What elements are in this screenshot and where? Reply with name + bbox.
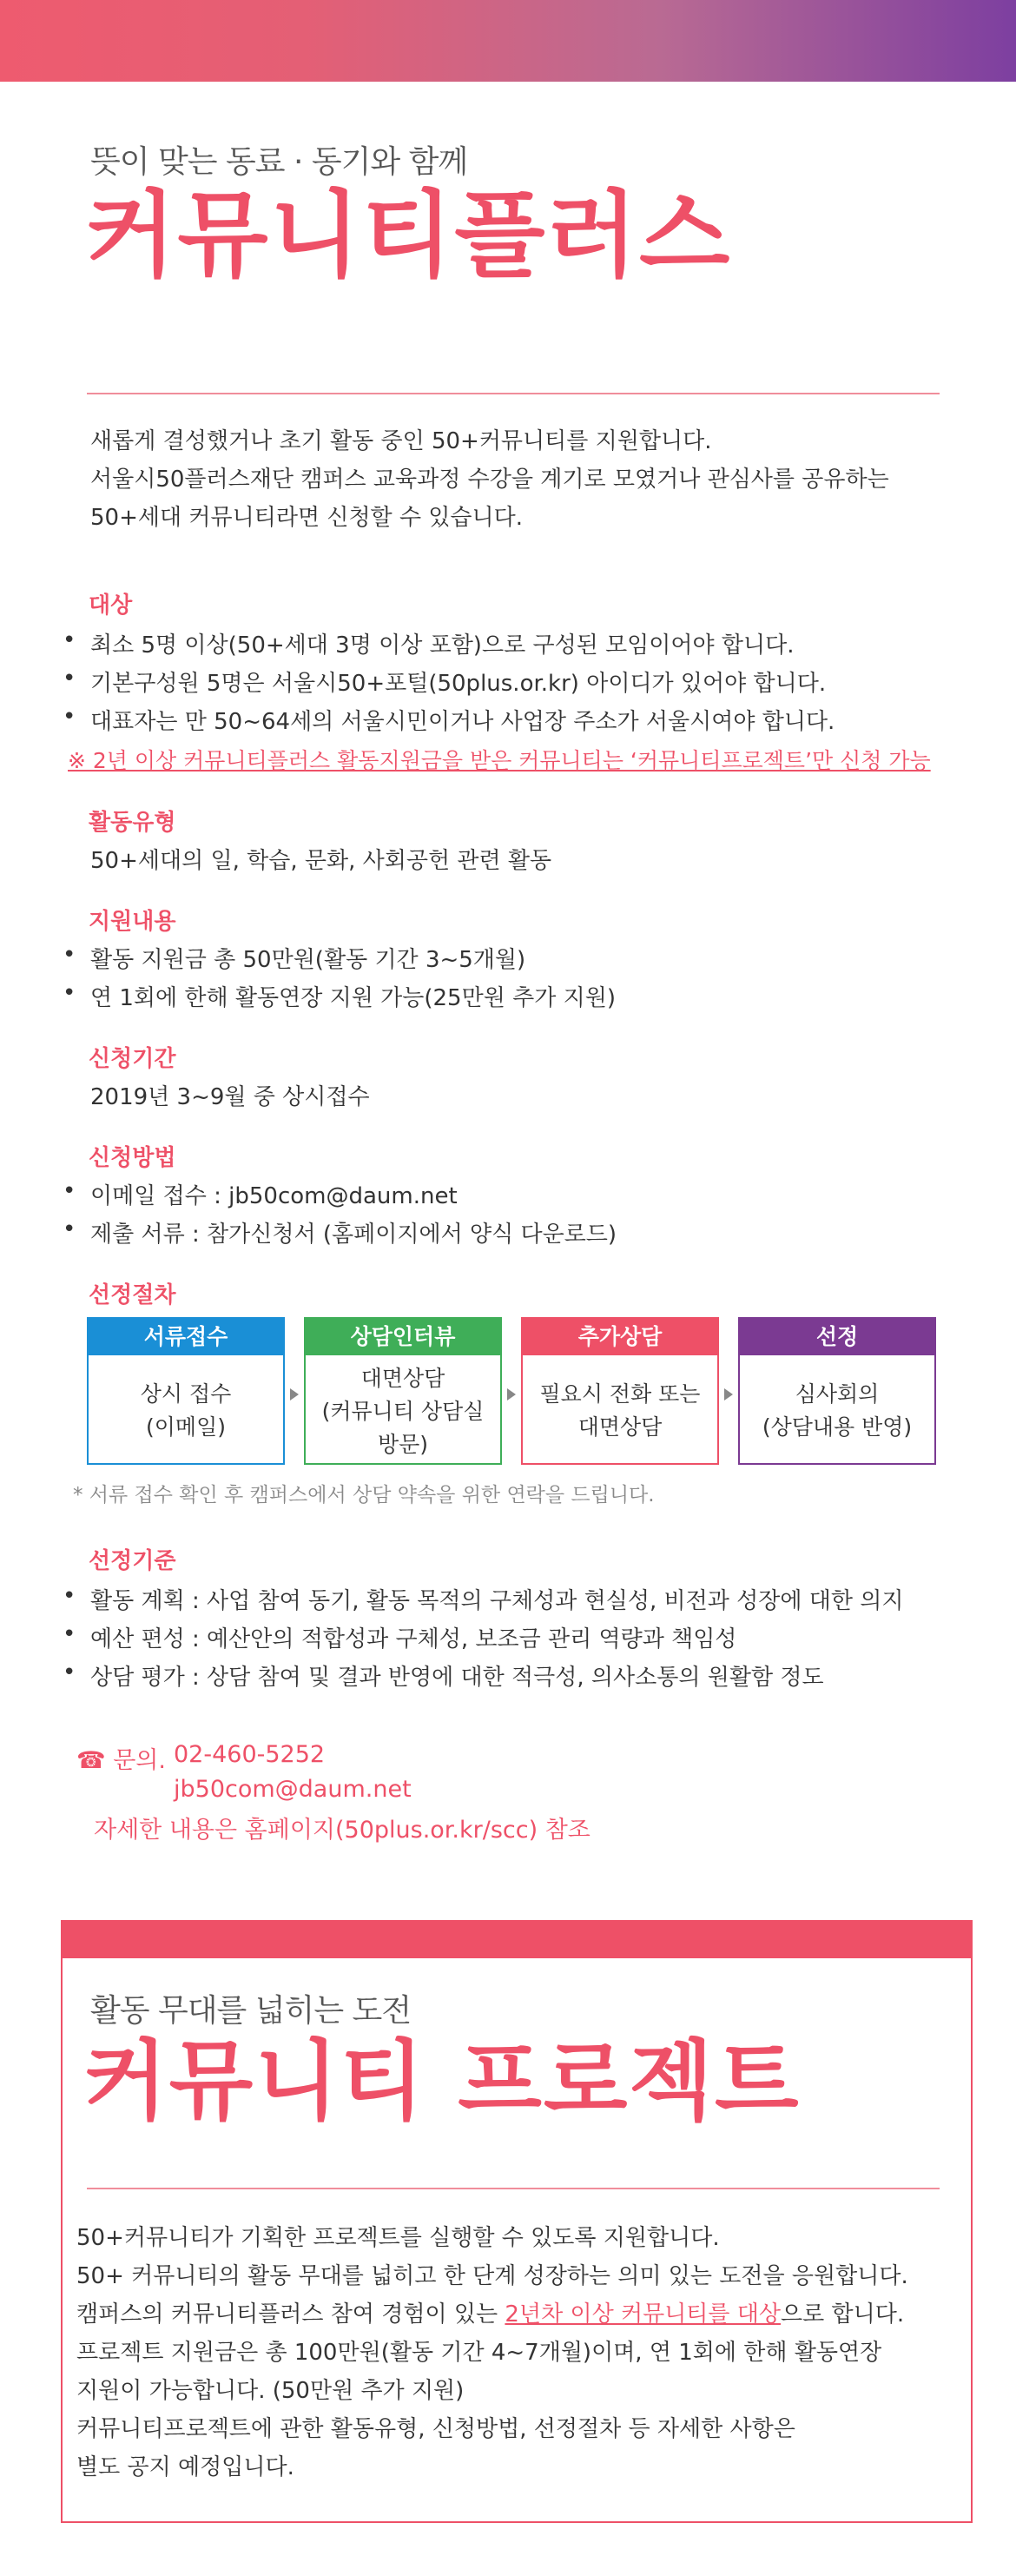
- method-bullet: • 제출 서류 : 참가신청서 (홈페이지에서 양식 다운로드): [90, 1216, 617, 1248]
- project-highlight: 2년차 이상 커뮤니티를 대상: [505, 2301, 782, 2328]
- project-line: 별도 공지 예정입니다.: [76, 2454, 294, 2480]
- project-title: 커뮤니티 프로젝트: [83, 2030, 801, 2132]
- header-gradient-bar: [0, 0, 1016, 82]
- project-line: 지원이 가능합니다. (50만원 추가 지원): [76, 2378, 465, 2404]
- section-heading-method: 신청방법: [89, 1145, 176, 1171]
- support-bullet: • 활동 지원금 총 50만원(활동 기간 3~5개월): [90, 942, 525, 974]
- project-line-text: 캠퍼스의 커뮤니티플러스 참여 경험이 있는: [76, 2301, 505, 2328]
- project-line: 50+ 커뮤니티의 활동 무대를 넓히고 한 단계 성장하는 의미 있는 도전을 응원합니다.: [76, 2263, 908, 2289]
- step-desc: 심사회의: [795, 1381, 880, 1407]
- criteria-bullet: • 예산 편성 : 예산안의 적합성과 구체성, 보조금 관리 역량과 책임성: [90, 1621, 736, 1653]
- section-heading-support: 지원내용: [89, 909, 176, 935]
- step-desc: 대면상담: [577, 1414, 663, 1440]
- intro-paragraph: [90, 422, 889, 537]
- page-title: 커뮤니티플러스: [85, 182, 732, 290]
- arrow-right-icon: [507, 1388, 516, 1401]
- target-bullet: • 최소 5명 이상(50+세대 3명 이상 포함)으로 구성된 모임이어야 합니다.: [90, 627, 795, 659]
- project-line: 커뮤니티프로젝트에 관한 활동유형, 신청방법, 선정절차 등 자세한 사항은: [76, 2416, 795, 2442]
- contact-more-info: 자세한 내용은 홈페이지(50plus.or.kr/scc) 참조: [94, 1817, 590, 1844]
- project-line: 50+커뮤니티가 기획한 프로젝트를 실행할 수 있도록 지원합니다.: [76, 2225, 720, 2251]
- period-text: 2019년 3~9월 중 상시접수: [90, 1084, 370, 1110]
- header-subtitle: 뜻이 맞는 동료 · 동기와 함께: [90, 144, 468, 180]
- arrow-right-icon: [724, 1388, 733, 1401]
- step-title: 선정: [740, 1319, 934, 1355]
- procedure-step-additional: [521, 1317, 719, 1465]
- procedure-step-selection: [738, 1317, 936, 1465]
- step-desc: (이메일): [146, 1414, 226, 1440]
- target-bullet: • 대표자는 만 50~64세의 서울시민이거나 사업장 주소가 서울시여야 합니다.: [90, 704, 835, 736]
- method-bullet: • 이메일 접수 : jb50com@daum.net: [90, 1178, 458, 1210]
- project-description: [76, 2219, 908, 2487]
- intro-line: 50+세대 커뮤니티라면 신청할 수 있습니다.: [90, 505, 524, 531]
- intro-line: 새롭게 결성했거나 초기 활동 중인 50+커뮤니티를 지원합니다.: [90, 428, 712, 454]
- project-line-text: 으로 합니다.: [781, 2301, 905, 2328]
- step-desc: 대면상담: [360, 1366, 445, 1391]
- step-desc: (커뮤니티 상담실: [321, 1399, 485, 1424]
- target-note: ※ 2년 이상 커뮤니티플러스 활동지원금을 받은 커뮤니티는 ‘커뮤니티프로젝트’만 신청 가능: [68, 748, 931, 773]
- project-box-header-band: [61, 1920, 973, 1958]
- step-title: 추가상담: [523, 1319, 717, 1355]
- step-desc: 상시 접수: [140, 1381, 232, 1407]
- procedure-footnote: * 서류 접수 확인 후 캠퍼스에서 상담 약속을 위한 연락을 드립니다.: [73, 1484, 655, 1507]
- section-heading-procedure: 선정절차: [89, 1282, 176, 1308]
- section-heading-period: 신청기간: [89, 1046, 176, 1072]
- activity-type-text: 50+세대의 일, 학습, 문화, 사회공헌 관련 활동: [90, 848, 552, 874]
- section-heading-activity-type: 활동유형: [89, 810, 176, 836]
- procedure-step-interview: [304, 1317, 502, 1465]
- intro-line: 서울시50플러스재단 캠퍼스 교육과정 수강을 계기로 모였거나 관심사를 공유하는: [90, 467, 889, 493]
- target-bullet: • 기본구성원 5명은 서울시50+포털(50plus.or.kr) 아이디가 있어야 합니다.: [90, 666, 826, 698]
- project-subtitle: 활동 무대를 넓히는 도전: [90, 1993, 412, 2029]
- section-heading-criteria: 선정기준: [89, 1548, 176, 1574]
- title-divider: [87, 393, 940, 394]
- step-desc: (상담내용 반영): [762, 1414, 913, 1440]
- support-bullet: • 연 1회에 한해 활동연장 지원 가능(25만원 추가 지원): [90, 980, 616, 1012]
- step-title: 상담인터뷰: [306, 1319, 500, 1355]
- contact-label: ☎ 문의.: [76, 1747, 166, 1774]
- procedure-step-document: [87, 1317, 285, 1465]
- project-title-divider: [87, 2188, 940, 2189]
- project-line: 프로젝트 지원금은 총 100만원(활동 기간 4~7개월)이며, 연 1회에 한해 활동연장: [76, 2340, 882, 2366]
- criteria-bullet: • 활동 계획 : 사업 참여 동기, 활동 목적의 구체성과 현실성, 비전과 성장에 대한 의지: [90, 1583, 903, 1615]
- criteria-bullet: • 상담 평가 : 상담 참여 및 결과 반영에 대한 적극성, 의사소통의 원활함 정도: [90, 1659, 824, 1692]
- project-line: [76, 2295, 908, 2334]
- contact-phone[interactable]: 02-460-5252: [174, 1741, 326, 1768]
- step-title: 서류접수: [89, 1319, 283, 1355]
- contact-email[interactable]: jb50com@daum.net: [174, 1776, 412, 1803]
- section-heading-target: 대상: [89, 593, 133, 619]
- step-desc: 방문): [377, 1432, 429, 1457]
- step-desc: 필요시 전화 또는: [539, 1381, 701, 1407]
- arrow-right-icon: [290, 1388, 299, 1401]
